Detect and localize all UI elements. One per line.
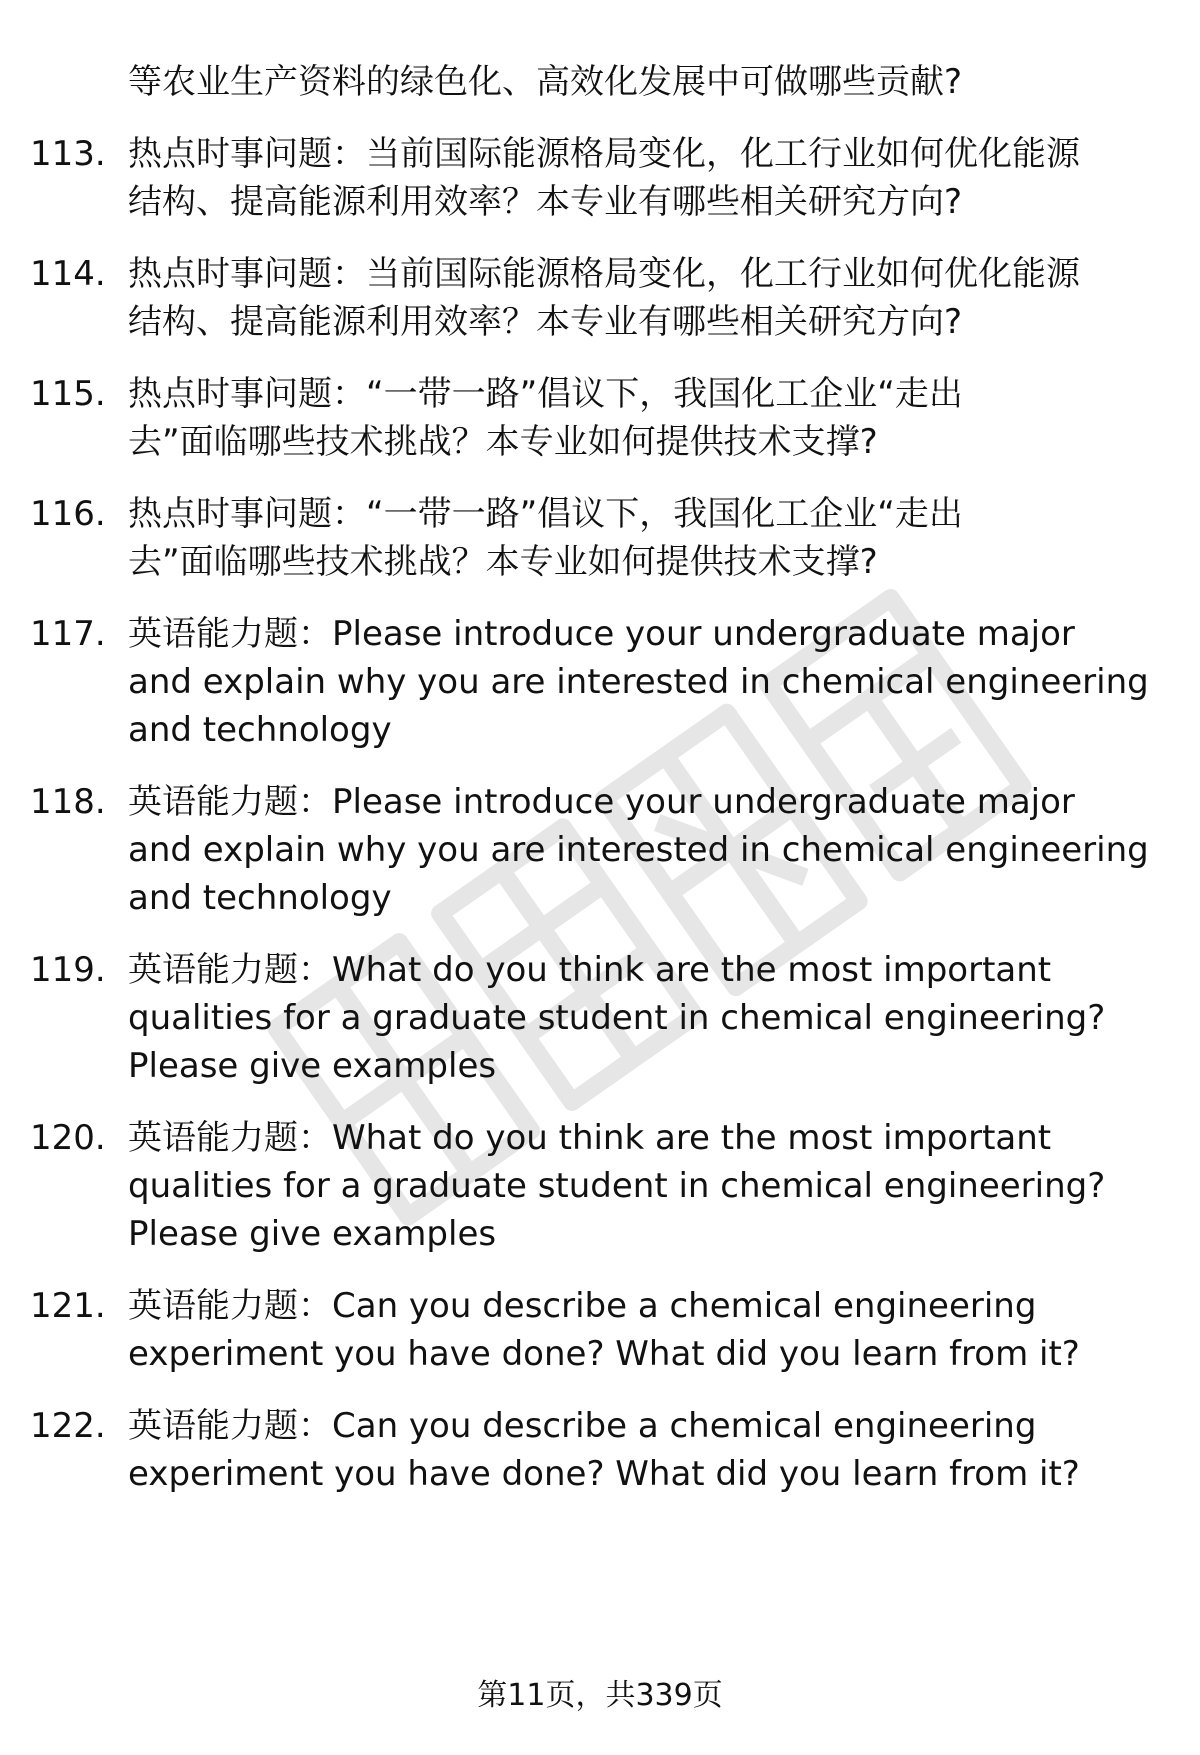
page-footer: 第11页，共339页 <box>477 1678 723 1713</box>
question-text <box>128 1282 1180 1378</box>
question-line: 热点时事问题：当前国际能源格局变化，化工行业如何优化能源 <box>128 254 1080 294</box>
question-line: Please give examples <box>128 1214 497 1254</box>
question-line: and technology <box>128 878 392 918</box>
question-text <box>128 250 1180 346</box>
question-text <box>128 1402 1180 1498</box>
question-line: 英语能力题：Can you describe a chemical engineering <box>128 1406 1037 1446</box>
question-number: 115. <box>30 374 106 414</box>
question-text <box>128 130 1180 226</box>
question-number: 121. <box>30 1286 106 1326</box>
question-item <box>30 1402 1180 1498</box>
question-item <box>30 250 1180 346</box>
question-text <box>128 946 1180 1090</box>
question-line: 热点时事问题：“一带一路”倡议下，我国化工企业“走出 <box>128 374 963 414</box>
question-item <box>30 778 1180 922</box>
question-number: 114. <box>30 254 106 294</box>
question-item <box>30 130 1180 226</box>
question-item <box>30 1114 1180 1258</box>
question-line: 英语能力题：What do you think are the most important <box>128 1118 1052 1158</box>
question-item <box>30 490 1180 586</box>
question-number: 116. <box>30 494 106 534</box>
question-line: 热点时事问题：“一带一路”倡议下，我国化工企业“走出 <box>128 494 963 534</box>
question-list <box>30 58 1180 1498</box>
question-line: 结构、提高能源利用效率？本专业有哪些相关研究方向? <box>128 302 963 342</box>
question-line: 结构、提高能源利用效率？本专业有哪些相关研究方向? <box>128 182 963 222</box>
question-number: 122. <box>30 1406 106 1446</box>
question-text <box>128 610 1180 754</box>
question-item <box>30 946 1180 1090</box>
question-item <box>30 370 1180 466</box>
question-number: 120. <box>30 1118 106 1158</box>
question-line: 英语能力题：Please introduce your undergraduate major <box>128 782 1075 822</box>
question-number: 113. <box>30 134 106 174</box>
question-text <box>128 1114 1180 1258</box>
question-line: 英语能力题：Can you describe a chemical engineering <box>128 1286 1037 1326</box>
question-line: Please give examples <box>128 1046 497 1086</box>
question-item <box>30 610 1180 754</box>
question-line: 去”面临哪些技术挑战？本专业如何提供技术支撑? <box>128 422 878 462</box>
continuation-line: 等农业生产资料的绿色化、高效化发展中可做哪些贡献? <box>128 62 963 102</box>
question-line: experiment you have done? What did you learn from it? <box>128 1334 1080 1374</box>
question-number: 118. <box>30 782 106 822</box>
question-line: and explain why you are interested in chemical engineering <box>128 662 1149 702</box>
question-text <box>128 490 1180 586</box>
question-text <box>128 778 1180 922</box>
question-line: experiment you have done? What did you learn from it? <box>128 1454 1080 1494</box>
question-text <box>128 370 1180 466</box>
question-line: 去”面临哪些技术挑战？本专业如何提供技术支撑? <box>128 542 878 582</box>
question-line: 热点时事问题：当前国际能源格局变化，化工行业如何优化能源 <box>128 134 1080 174</box>
question-number: 119. <box>30 950 106 990</box>
question-line: and technology <box>128 710 392 750</box>
question-line: qualities for a graduate student in chemical engineering? <box>128 998 1106 1038</box>
question-number: 117. <box>30 614 106 654</box>
question-line: 英语能力题：What do you think are the most important <box>128 950 1052 990</box>
question-item <box>30 1282 1180 1378</box>
question-line: 英语能力题：Please introduce your undergraduate major <box>128 614 1075 654</box>
question-line: qualities for a graduate student in chemical engineering? <box>128 1166 1106 1206</box>
question-line: and explain why you are interested in chemical engineering <box>128 830 1149 870</box>
